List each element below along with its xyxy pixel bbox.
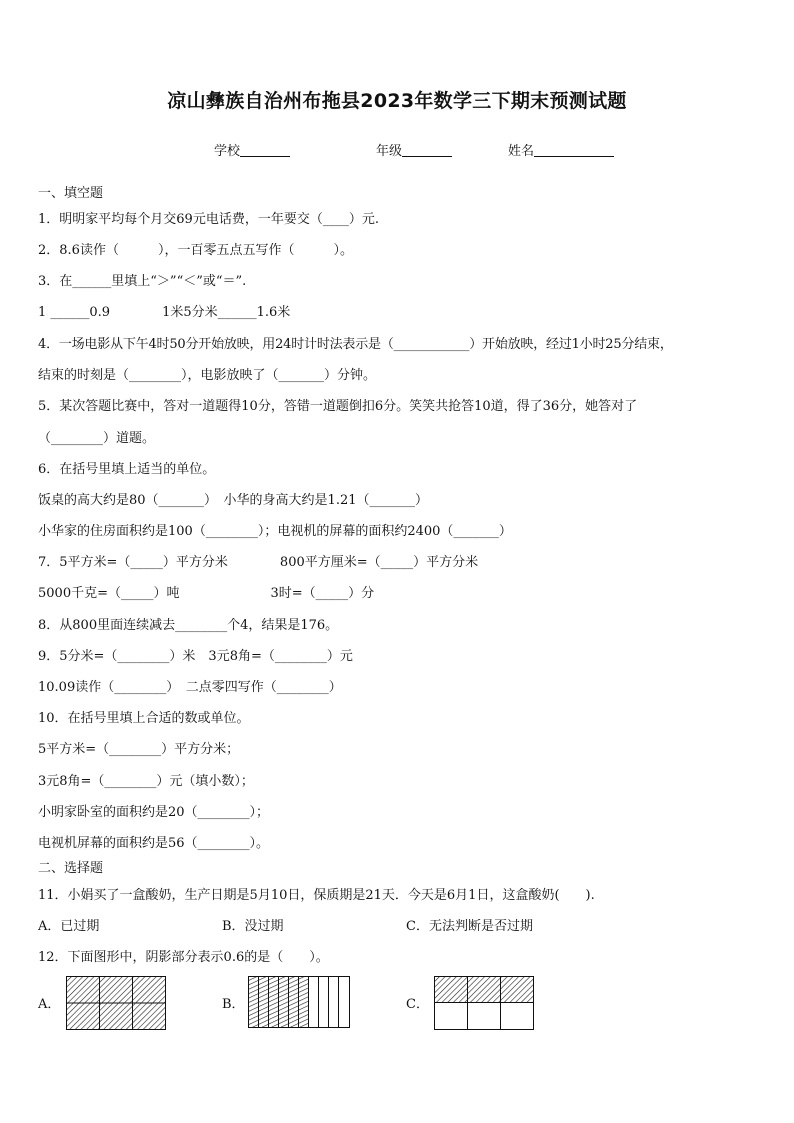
school-field — [214, 140, 290, 159]
question-10-line-3: 小明家卧室的面积约是20（________）； — [38, 805, 270, 820]
question-12: 12．下面图形中，阴影部分表示0.6的是（ ）。 — [38, 950, 329, 965]
question-11-option-b[interactable]: B．没过期 — [222, 919, 284, 934]
section-choice-title: 二、选择题 — [38, 861, 104, 876]
question-9-line-2: 10.09读作（________） 二点零四写作（________） — [38, 680, 342, 695]
question-3-items: 1 ______0.9 1米5分米______1.6米 — [38, 305, 291, 320]
question-10-line-2: 3元8角=（________）元（填小数）； — [38, 774, 254, 789]
question-6-line-2: 小华家的住房面积约是100（________）；电视机的屏幕的面积约2400（_______） — [38, 524, 512, 539]
question-12-option-c-label[interactable]: C． — [406, 997, 429, 1012]
question-8: 8．从800里面连续减去________个4，结果是176。 — [38, 618, 339, 633]
question-5-line-2: （________）道题。 — [38, 431, 156, 446]
question-6: 6．在括号里填上适当的单位。 — [38, 462, 216, 477]
question-10-line-4: 电视机屏幕的面积约是56（________）。 — [38, 836, 270, 851]
name-label: 姓名 — [508, 144, 535, 159]
question-12-figure-c[interactable] — [434, 976, 534, 1030]
question-1: 1．明明家平均每个月交69元电话费，一年要交（____）元. — [38, 212, 379, 227]
name-field — [508, 140, 614, 159]
question-5-line-1: 5．某次答题比赛中，答对一道题得10分，答错一道题倒扣6分。笑笑共抢答10道，得了36分，她答对了 — [38, 399, 638, 414]
section-fill-blank-title: 一、填空题 — [38, 186, 104, 201]
school-blank[interactable] — [240, 156, 290, 157]
name-blank[interactable] — [534, 156, 614, 157]
question-12-option-a-label[interactable]: A． — [38, 997, 61, 1012]
school-label: 学校 — [214, 144, 241, 159]
question-9-line-1: 9．5分米=（________）米 3元8角=（________）元 — [38, 649, 353, 664]
grade-blank[interactable] — [402, 156, 452, 157]
question-4-line-2: 结束的时刻是（________），电影放映了（_______）分钟。 — [38, 368, 377, 383]
page-title: 凉山彝族自治州布拖县2023年数学三下期末预测试题 — [167, 90, 627, 112]
grade-field — [376, 140, 452, 159]
question-3: 3．在______里填上“＞”“＜”或“＝”. — [38, 274, 247, 289]
question-2: 2．8.6读作（ ），一百零五点五写作（ ）。 — [38, 243, 353, 258]
question-12-figure-a[interactable] — [66, 976, 166, 1030]
grade-label: 年级 — [376, 144, 403, 159]
question-12-figure-b[interactable] — [248, 976, 350, 1028]
question-4-line-1: 4．一场电影从下午4时50分开始放映，用24时计时法表示是（____________）开始放映，经过1小时25分结束， — [38, 337, 673, 352]
question-7-line-2: 5000千克=（_____）吨 3时=（_____）分 — [38, 586, 375, 601]
question-11: 11．小娟买了一盒酸奶，生产日期是5月10日，保质期是21天．今天是6月1日，这盒酸奶( ). — [38, 888, 595, 903]
question-12-option-b-label[interactable]: B． — [222, 997, 245, 1012]
question-11-option-c[interactable]: C．无法判断是否过期 — [406, 919, 533, 934]
question-7-line-1: 7．5平方米=（_____）平方分米 800平方厘米=（_____）平方分米 — [38, 555, 479, 570]
question-10: 10．在括号里填上合适的数或单位。 — [38, 711, 250, 726]
question-6-line-1: 饭桌的高大约是80（_______） 小华的身高大约是1.21（_______） — [38, 493, 428, 508]
question-10-line-1: 5平方米=（________）平方分米； — [38, 742, 240, 757]
question-11-option-a[interactable]: A．已过期 — [38, 919, 100, 934]
